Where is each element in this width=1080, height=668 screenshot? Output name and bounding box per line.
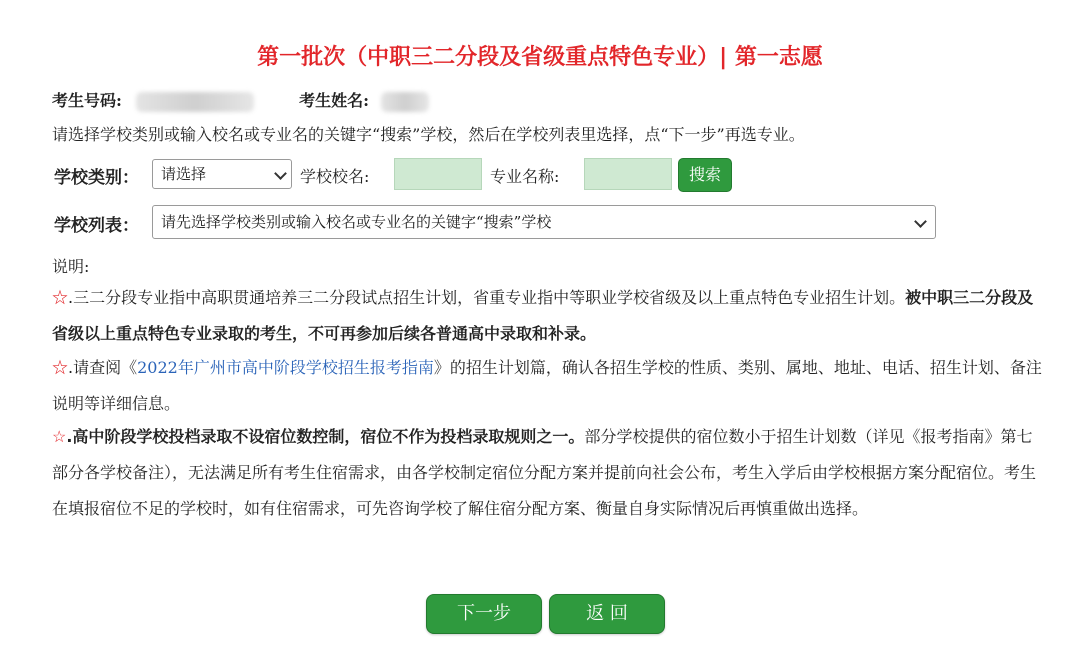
note-1-emphasis: 被中职三二分段及省级以上重点特色专业录取的考生，不可再参加后续各普通高中录取和补录。 [52, 288, 1034, 343]
star-icon: ☆ [52, 427, 67, 446]
note-1-text: .三二分段专业指中高职贯通培养三二分段试点招生计划，省重专业指中等职业学校省级及以上重点特色专业招生计划。 [68, 288, 906, 307]
note-2 [52, 350, 1042, 422]
candidate-info [52, 88, 429, 112]
school-list-selected: 请先选择学校类别或输入校名或专业名的关键字“搜索”学校 [161, 213, 552, 231]
note-3-emphasis: .高中阶段学校投档录取不设宿位数控制，宿位不作为投档录取规则之一。 [66, 427, 585, 446]
star-icon: ☆ [52, 288, 69, 307]
school-category-label: 学校类别： [54, 168, 139, 188]
notes-header: 说明: [52, 257, 90, 276]
note-2-prefix: .请查阅《 [68, 358, 138, 377]
instruction-text: 请选择学校类别或输入校名或专业名的关键字“搜索”学校，然后在学校列表里选择，点“下一步”再选专业。 [52, 125, 805, 144]
major-name-label: 专业名称: [490, 167, 560, 186]
page-title: 第一批次（中职三二分段及省级重点特色专业）| 第一志愿 [257, 45, 823, 70]
chevron-down-icon [274, 167, 287, 180]
guide-link[interactable]: 2022年广州市高中阶段学校招生报考指南 [137, 358, 434, 377]
school-list-select[interactable] [152, 205, 936, 239]
star-icon: ☆ [52, 358, 69, 377]
school-name-label: 学校校名: [300, 167, 370, 186]
school-name-input[interactable] [394, 158, 482, 190]
note-1 [52, 280, 1042, 352]
search-button[interactable]: 搜索 [678, 158, 732, 192]
candidate-id-value-redacted [136, 92, 254, 112]
candidate-id-label: 考生号码: [52, 91, 122, 110]
school-list-label: 学校列表： [54, 216, 139, 236]
candidate-name-value-redacted [381, 92, 429, 112]
candidate-name-label: 考生姓名: [299, 91, 369, 110]
next-step-button[interactable]: 下一步 [426, 594, 542, 634]
school-category-select[interactable] [152, 159, 292, 189]
major-name-input[interactable] [584, 158, 672, 190]
note-2-suffix: 》的招生计划篇，确认各招生学校的性质、类别、属地、地址、电话、招生计划、备注说明等详细信息。 [52, 358, 1042, 413]
note-3 [52, 419, 1042, 527]
back-button[interactable]: 返 回 [549, 594, 665, 634]
note-3-text: 部分学校提供的宿位数小于招生计划数（详见《报考指南》第七部分各学校备注），无法满足所有考生住宿需求，由各学校制定宿位分配方案并提前向社会公布，考生入学后由学校根据方案分配宿位。考生在填报宿位不足的学校时，如有住宿需求，可先咨询学校了解住宿分配方案、衡量自身实际情况后再慎重做出选择。 [52, 427, 1037, 518]
school-category-selected: 请选择 [161, 165, 207, 183]
chevron-down-icon [914, 215, 927, 228]
